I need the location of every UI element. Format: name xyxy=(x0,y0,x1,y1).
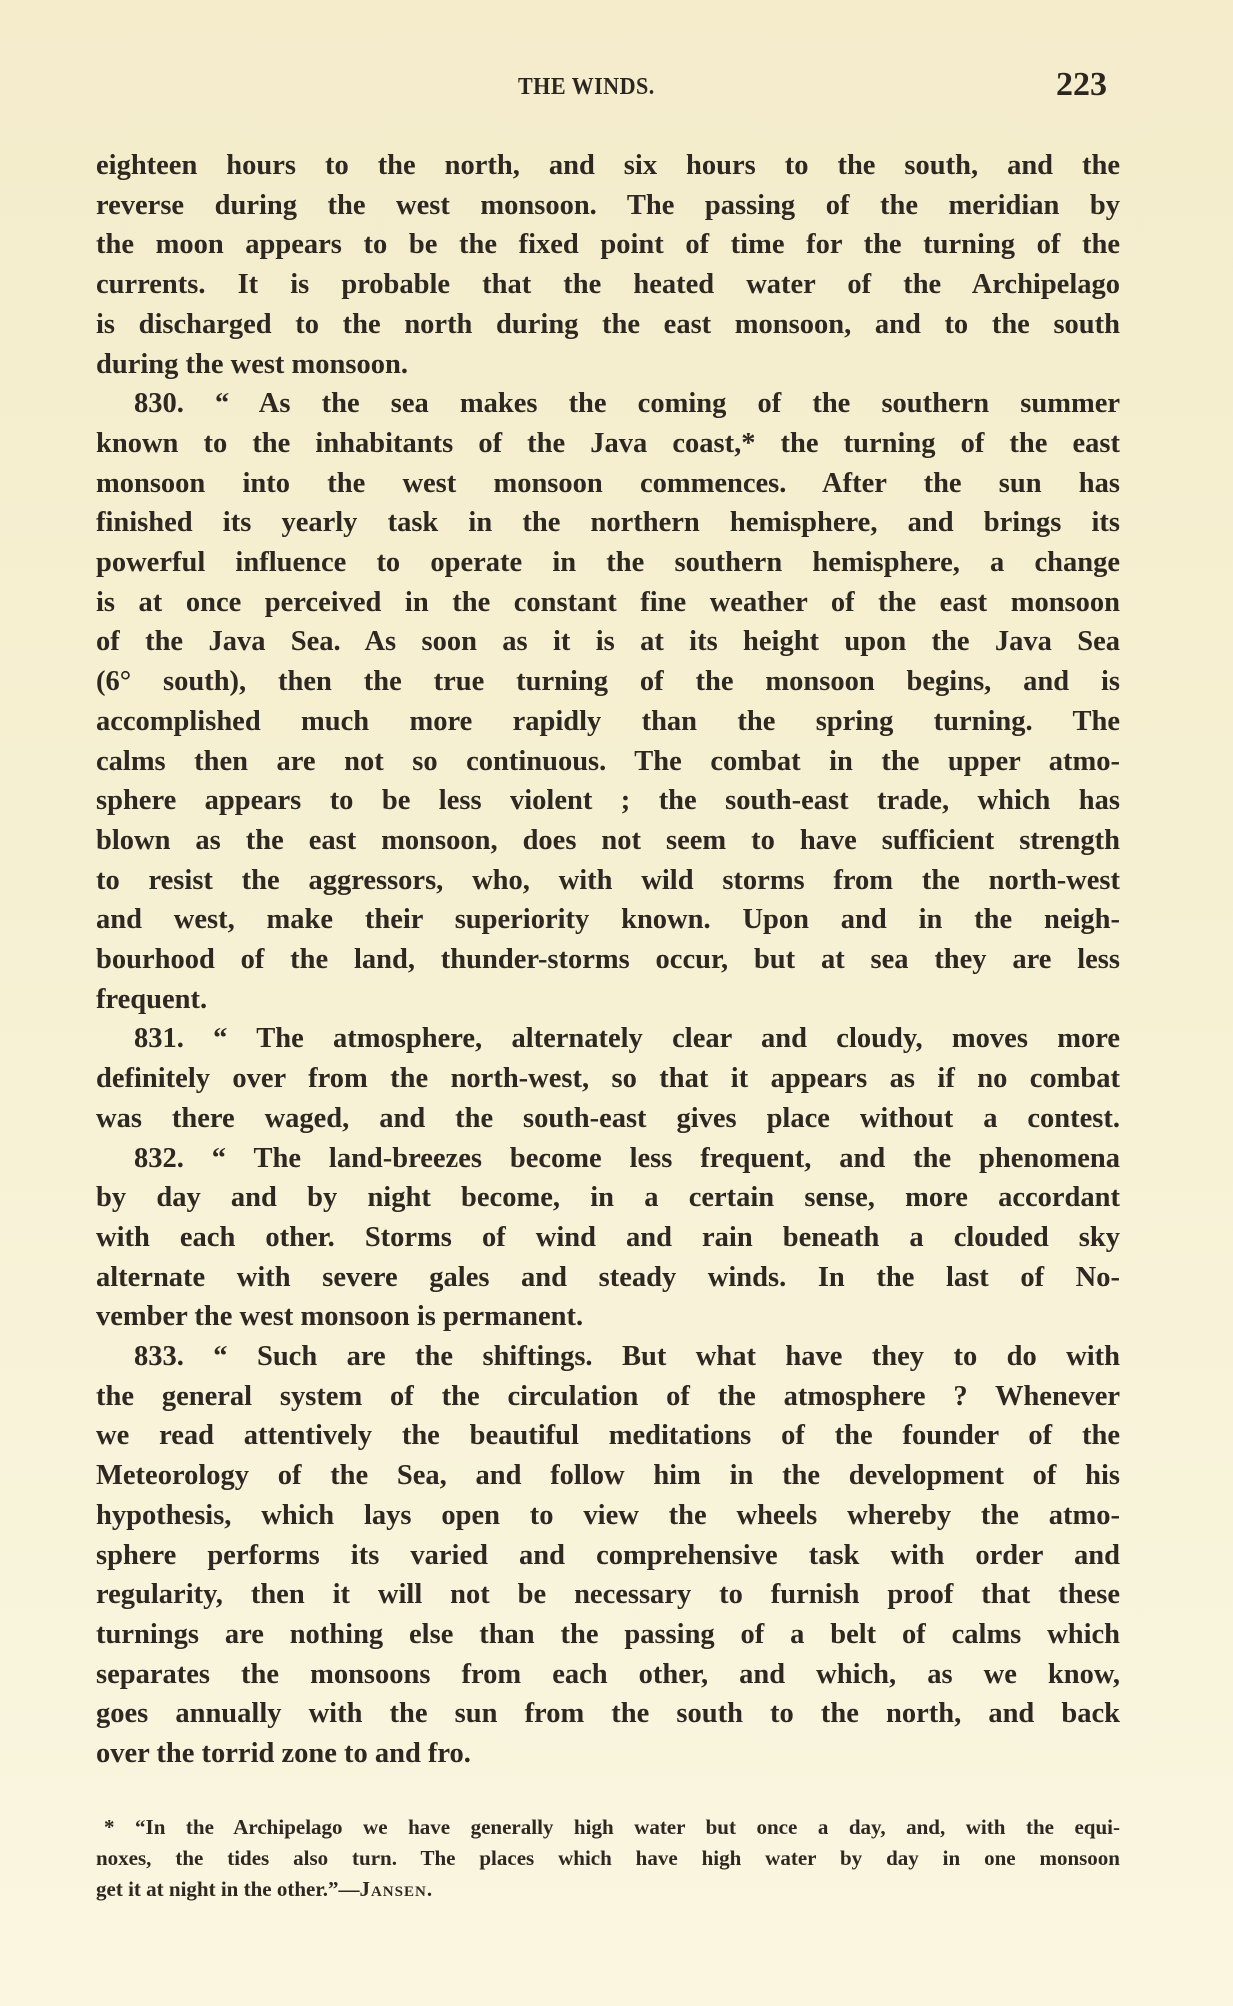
text-line: alternate with severe gales and steady winds. In the last of No- xyxy=(96,1261,1120,1293)
text-line: sphere performs its varied and comprehensive task with order and xyxy=(96,1539,1120,1571)
footnote-attribution: Jansen. xyxy=(359,1877,434,1901)
text-line: is at once perceived in the constant fine weather of the east monsoon xyxy=(96,586,1120,618)
running-title: THE WINDS. xyxy=(518,74,655,100)
text-line: powerful influence to operate in the southern hemisphere, a change xyxy=(96,547,1120,578)
text-line: was there waged, and the south-east gives place without a contest. xyxy=(96,1102,1120,1134)
footnote-text: * “In the Archipelago we have generally high water but once a day, and, with the equi- xyxy=(104,1815,1120,1839)
text-line: with each other. Storms of wind and rain beneath a clouded sky xyxy=(96,1221,1120,1253)
text-line: finished its yearly task in the northern hemisphere, and brings its xyxy=(96,507,1120,539)
text-line: blown as the east monsoon, does not seem to have sufficient strength xyxy=(96,824,1120,856)
text-line: sphere appears to be less violent ; the south-east trade, which has xyxy=(96,785,1120,817)
paragraph-start-line: 833. “ Such are the shiftings. But what have they to do with xyxy=(134,1341,1120,1372)
page-number: 223 xyxy=(1056,66,1107,103)
running-head xyxy=(0,66,1233,106)
text-line: the moon appears to be the fixed point of time for the turning of the xyxy=(96,229,1120,261)
text-line: of the Java Sea. As soon as it is at its height upon the Java Sea xyxy=(96,626,1120,658)
text-line: is discharged to the north during the east monsoon, and to the south xyxy=(96,308,1120,340)
paragraph-start-line: 830. “ As the sea makes the coming of the southern summer xyxy=(134,388,1120,420)
text-line: accomplished much more rapidly than the spring turning. The xyxy=(96,705,1120,737)
text-line: turnings are nothing else than the passing of a belt of calms which xyxy=(96,1618,1120,1650)
text-line: reverse during the west monsoon. The passing of the meridian by xyxy=(96,189,1120,221)
footnote-line xyxy=(96,1812,1120,1843)
footnote-text: get it at night in the other.”— xyxy=(96,1877,360,1901)
text-line: during the west monsoon. xyxy=(96,348,408,380)
text-line: calms then are not so continuous. The combat in the upper atmo- xyxy=(96,745,1120,777)
text-line: regularity, then it will not be necessary to furnish proof that these xyxy=(96,1579,1120,1611)
paragraph-start-line: 831. “ The atmosphere, alternately clear and cloudy, moves more xyxy=(134,1023,1120,1055)
footnote-line xyxy=(96,1874,1120,1905)
text-line: we read attentively the beautiful meditations of the founder of the xyxy=(96,1420,1120,1452)
text-line: over the torrid zone to and fro. xyxy=(96,1738,471,1769)
text-line: goes annually with the sun from the south to the north, and back xyxy=(96,1698,1120,1730)
footnote-line xyxy=(96,1843,1120,1874)
text-line: Meteorology of the Sea, and follow him in the development of his xyxy=(96,1460,1120,1492)
footnote-text: noxes, the tides also turn. The places which have high water by day in one monsoon xyxy=(96,1846,1120,1870)
text-line: monsoon into the west monsoon commences. After the sun has xyxy=(96,467,1120,499)
text-line: to resist the aggressors, who, with wild storms from the north-west xyxy=(96,864,1120,896)
text-line: currents. It is probable that the heated water of the Archipelago xyxy=(96,269,1120,301)
text-line: (6° south), then the true turning of the monsoon begins, and is xyxy=(96,666,1120,698)
text-line: the general system of the circulation of the atmosphere ? Whenever xyxy=(96,1380,1120,1412)
text-line: by day and by night become, in a certain sense, more accordant xyxy=(96,1182,1120,1214)
text-line: frequent. xyxy=(96,983,208,1015)
text-line: vember the west monsoon is permanent. xyxy=(96,1301,584,1333)
text-line: and west, make their superiority known. Upon and in the neigh- xyxy=(96,904,1120,936)
text-line: bourhood of the land, thunder-storms occur, but at sea they are less xyxy=(96,944,1120,975)
text-line: definitely over from the north-west, so that it appears as if no combat xyxy=(96,1063,1120,1095)
text-line: hypothesis, which lays open to view the wheels whereby the atmo- xyxy=(96,1499,1120,1531)
text-line: known to the inhabitants of the Java coast,* the turning of the east xyxy=(96,427,1120,459)
text-line: separates the monsoons from each other, and which, as we know, xyxy=(96,1658,1120,1690)
paragraph-start-line: 832. “ The land-breezes become less frequent, and the phenomena xyxy=(134,1142,1120,1174)
text-line: eighteen hours to the north, and six hours to the south, and the xyxy=(96,150,1120,181)
